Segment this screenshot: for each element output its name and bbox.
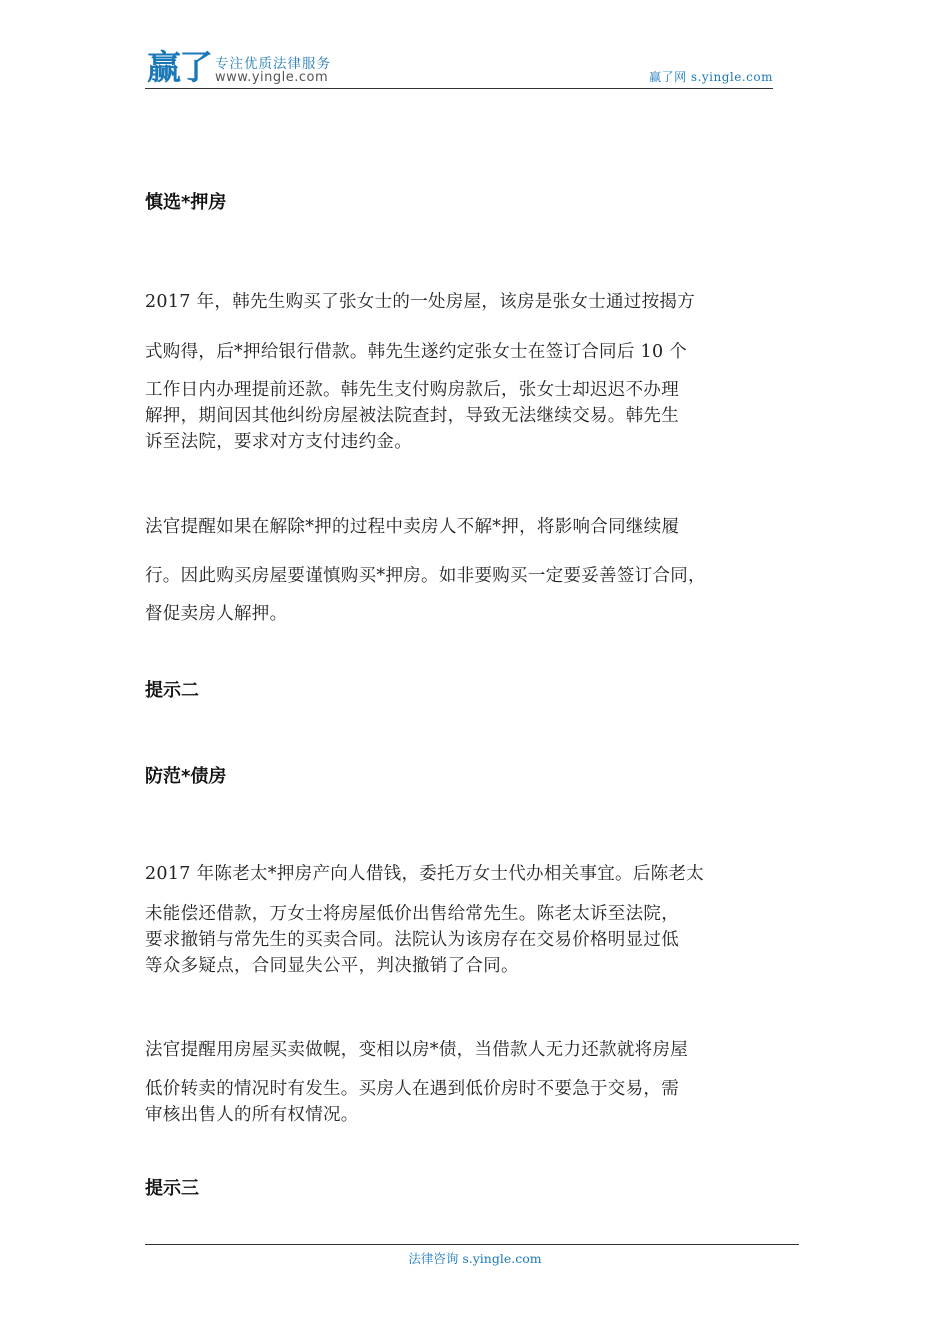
paragraph-line: 审核出售人的所有权情况。 — [145, 1105, 359, 1125]
logo-mark[interactable]: 赢了 — [147, 48, 211, 88]
logo-slogan: 专注优质法律服务 — [215, 56, 331, 72]
paragraph-line: 解押，期间因其他纠纷房屋被法院查封，导致无法继续交易。韩先生 — [145, 406, 679, 426]
heading-tip-two: 提示二 — [145, 680, 199, 701]
paragraph-line: 等众多疑点，合同显失公平，判决撤销了合同。 — [145, 956, 519, 976]
page-header — [145, 48, 773, 89]
footer-divider — [145, 1244, 799, 1245]
paragraph-line: 督促卖房人解押。 — [145, 604, 288, 624]
heading-guard-debt-house: 防范*债房 — [145, 766, 227, 787]
header-site-link[interactable]: 赢了网 s.yingle.com — [649, 70, 773, 84]
paragraph-line: 未能偿还借款，万女士将房屋低价出售给常先生。陈老太诉至法院， — [145, 904, 679, 924]
paragraph-line: 式购得，后*押给银行借款。韩先生遂约定张女士在签订合同后 10 个 — [145, 342, 688, 362]
paragraph-line: 法官提醒如果在解除*押的过程中卖房人不解*押，将影响合同继续履 — [145, 517, 680, 537]
paragraph-line: 2017 年，韩先生购买了张女士的一处房屋，该房是张女士通过按揭方 — [145, 292, 695, 312]
paragraph-line: 法官提醒用房屋买卖做幌，变相以房*债，当借款人无力还款就将房屋 — [145, 1040, 689, 1060]
paragraph-line: 行。因此购买房屋要谨慎购买*押房。如非要购买一定要妥善签订合同， — [145, 566, 706, 586]
paragraph-line: 2017 年陈老太*押房产向人借钱，委托万女士代办相关事宜。后陈老太 — [145, 864, 705, 884]
paragraph-line: 诉至法院，要求对方支付违约金。 — [145, 432, 412, 452]
heading-tip-three: 提示三 — [145, 1178, 199, 1199]
footer-link[interactable]: 法律咨询 s.yingle.com — [408, 1251, 542, 1266]
heading-careful-mortgage: 慎选*押房 — [145, 192, 227, 213]
paragraph-line: 低价转卖的情况时有发生。买房人在遇到低价房时不要急于交易，需 — [145, 1079, 679, 1099]
logo-url[interactable]: www.yingle.com — [215, 70, 329, 85]
paragraph-line: 工作日内办理提前还款。韩先生支付购房款后，张女士却迟迟不办理 — [145, 380, 679, 400]
paragraph-line: 要求撤销与常先生的买卖合同。法院认为该房存在交易价格明显过低 — [145, 930, 679, 950]
